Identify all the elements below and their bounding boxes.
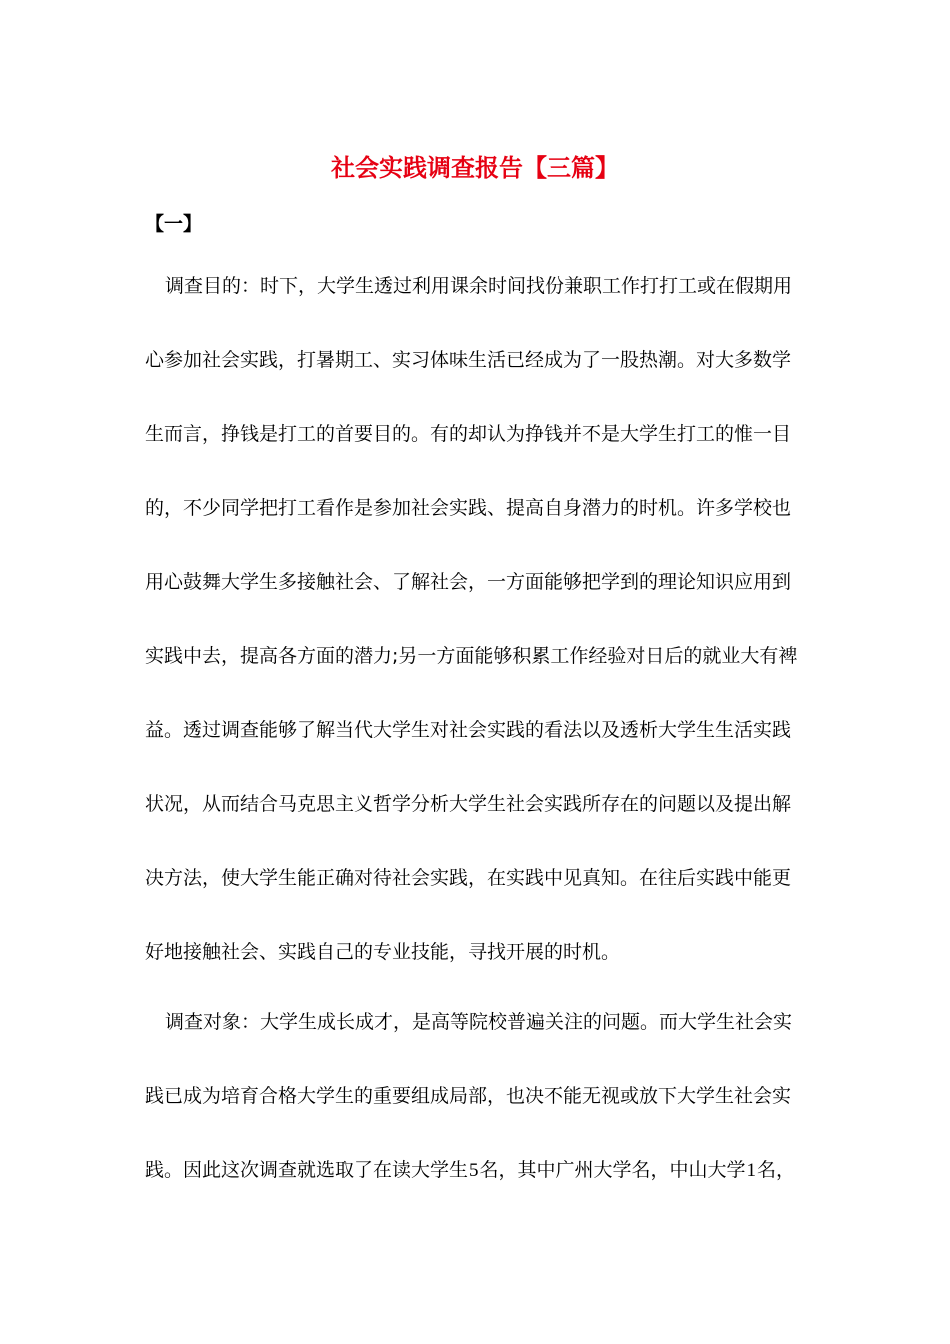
document-title: 社会实践调查报告【三篇】: [331, 153, 619, 182]
paragraph-line: 的，不少同学把打工看作是参加社会实践、提高自身潜力的时机。许多学校也: [145, 497, 792, 519]
paragraph-line: 用心鼓舞大学生多接触社会、了解社会，一方面能够把学到的理论知识应用到: [145, 571, 792, 593]
paragraph-line: 决方法，使大学生能正确对待社会实践，在实践中见真知。在往后实践中能更: [145, 867, 792, 889]
paragraph-line: 生而言，挣钱是打工的首要目的。有的却认为挣钱并不是大学生打工的惟一目: [145, 423, 792, 445]
number-value: 1: [746, 1160, 757, 1181]
paragraph-line: 调查目的：时下，大学生透过利用课余时间找份兼职工作打打工或在假期用: [165, 275, 793, 297]
paragraph-line: 践已成为培育合格大学生的重要组成局部，也决不能无视或放下大学生社会实: [145, 1085, 792, 1107]
text-segment: 名，其中广州大学名，中山大学: [479, 1159, 746, 1181]
paragraph-line: 益。透过调查能够了解当代大学生对社会实践的看法以及透析大学生生活实践: [145, 719, 792, 741]
paragraph-line: 实践中去，提高各方面的潜力;另一方面能够积累工作经验对日后的就业大有裨: [145, 645, 798, 667]
number-value: 5: [469, 1160, 479, 1181]
text-segment: 践。因此这次调查就选取了在读大学生: [145, 1159, 469, 1181]
text-segment: 名，: [757, 1159, 796, 1181]
paragraph-line: 心参加社会实践，打暑期工、实习体味生活已经成为了一股热潮。对大多数学: [145, 349, 792, 371]
section-heading: 【一】: [145, 213, 203, 235]
paragraph-line: 调查对象：大学生成长成才，是高等院校普遍关注的问题。而大学生社会实: [165, 1011, 793, 1033]
paragraph-line-last: [145, 1154, 805, 1187]
paragraph-line: 状况，从而结合马克思主义哲学分析大学生社会实践所存在的问题以及提出解: [145, 793, 792, 815]
paragraph-line: 好地接触社会、实践自己的专业技能，寻找开展的时机。: [145, 941, 621, 963]
